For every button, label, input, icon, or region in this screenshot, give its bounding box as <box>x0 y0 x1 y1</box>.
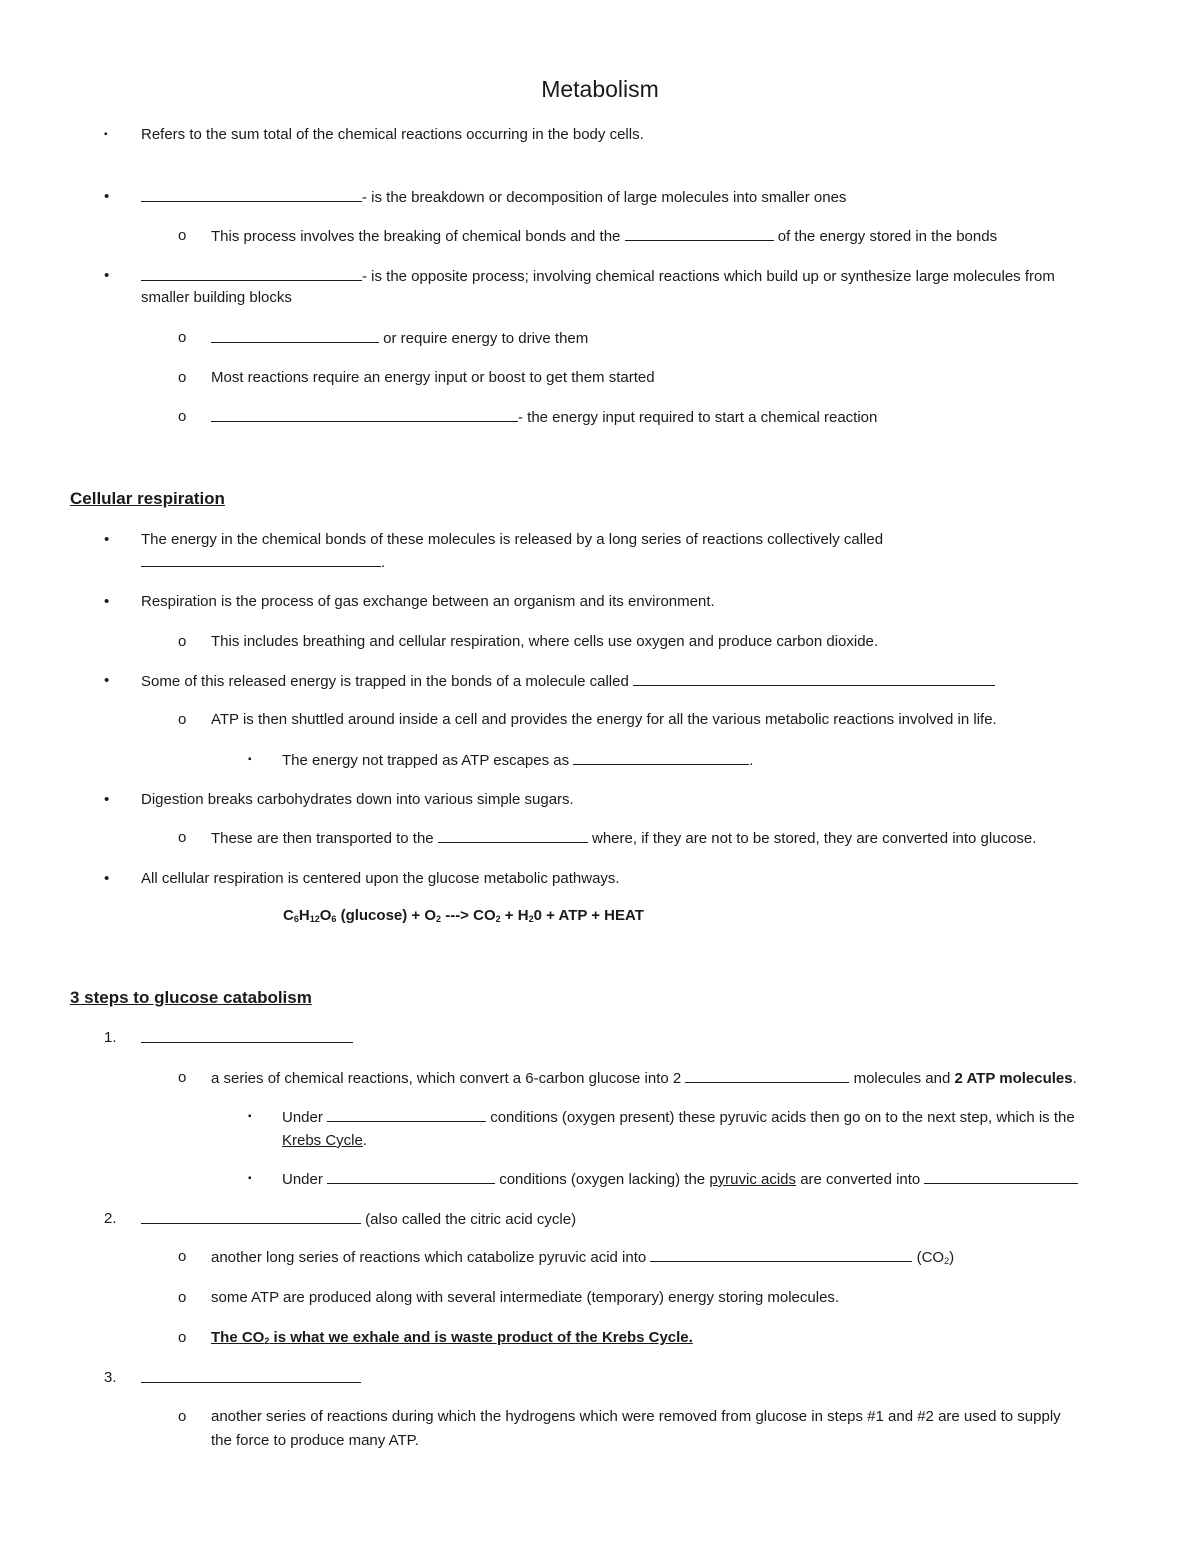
line-text: are converted into <box>800 1171 921 1188</box>
cellular-line-2: Respiration is the process of gas exchange between an organism and its environment. <box>141 593 715 610</box>
line-text: another long series of reactions which catabolize pyruvic acid into <box>211 1249 647 1266</box>
intro-line-5 <box>211 328 588 349</box>
line-sub: 2 <box>944 1256 950 1266</box>
step-3-detail: another series of reactions during which the hydrogens which were removed from glucose in steps #1 and #2 are used to supply <box>211 1408 1061 1425</box>
fill-blank[interactable] <box>141 266 362 281</box>
page-title: Metabolism <box>541 76 659 102</box>
fill-blank[interactable] <box>141 1209 361 1224</box>
list-number: 1. <box>104 1029 117 1046</box>
fill-blank[interactable] <box>211 328 379 343</box>
circle-bullet: o <box>178 1069 187 1086</box>
circle-bullet: o <box>178 329 187 346</box>
intro-line-4b: smaller building blocks <box>141 289 292 306</box>
eq-part: 0 + ATP + HEAT <box>533 907 644 924</box>
eq-part: + H <box>500 907 529 924</box>
line-text: - is the breakdown or decomposition of large molecules into smaller ones <box>362 189 847 206</box>
line-text: . <box>362 1132 368 1149</box>
line-text-underlined: Krebs Cycle <box>282 1132 363 1149</box>
line-text: is what we exhale and is waste product of the Krebs Cycle. <box>269 1329 693 1346</box>
line-text: conditions (oxygen present) these pyruvic acids then go on to the next step, which is the <box>490 1109 1075 1126</box>
line-text: molecules and <box>853 1070 951 1087</box>
line-text: of the energy stored in the bonds <box>777 228 998 245</box>
bullet: • <box>104 791 110 808</box>
fill-blank[interactable] <box>650 1247 912 1262</box>
line-sub: 2 <box>264 1336 270 1346</box>
circle-bullet: o <box>178 711 187 728</box>
bullet: • <box>104 672 110 689</box>
fill-blank[interactable] <box>438 828 588 843</box>
fill-blank[interactable] <box>924 1169 1078 1184</box>
line-text: (CO <box>916 1249 945 1266</box>
square-bullet: ▪ <box>248 1111 252 1122</box>
intro-line-3 <box>211 226 997 247</box>
line-text: or require energy to drive them <box>383 330 589 347</box>
step-2-co2-note <box>211 1328 693 1348</box>
fill-blank[interactable] <box>685 1068 849 1083</box>
list-number: 3. <box>104 1369 117 1386</box>
cellular-line-5: ATP is then shuttled around inside a cell and provides the energy for all the various metabolic reactions involved in life. <box>211 711 997 728</box>
fill-blank[interactable] <box>141 1368 361 1383</box>
line-text: This process involves the breaking of chemical bonds and the <box>211 228 621 245</box>
line-text: . <box>749 752 754 769</box>
circle-bullet: o <box>178 633 187 650</box>
fill-blank[interactable] <box>141 552 381 567</box>
line-text: conditions (oxygen lacking) the <box>499 1171 706 1188</box>
line-text-underlined: pyruvic acids <box>709 1171 797 1188</box>
line-text: . <box>381 554 386 571</box>
cellular-line-1: The energy in the chemical bonds of these molecules is released by a long series of reactions collectively called <box>141 531 884 548</box>
line-text: The energy not trapped as ATP escapes as <box>282 752 570 769</box>
cellular-line-9: All cellular respiration is centered upon the glucose metabolic pathways. <box>141 870 620 887</box>
fill-blank[interactable] <box>141 1028 353 1043</box>
fill-blank[interactable] <box>211 407 518 422</box>
line-text: . <box>1072 1070 1077 1087</box>
line-text: The CO <box>211 1329 265 1346</box>
cellular-line-3: This includes breathing and cellular respiration, where cells use oxygen and produce carbon dioxide. <box>211 633 879 650</box>
eq-part: (glucose) + O <box>336 907 437 924</box>
bullet: • <box>104 593 110 610</box>
eq-part: C <box>283 907 294 924</box>
step-1-line <box>141 1028 353 1049</box>
square-bullet: ▪ <box>248 1173 252 1184</box>
circle-bullet: o <box>178 1329 187 1346</box>
section-heading-cellular-respiration: Cellular respiration <box>70 489 225 508</box>
cellular-line-7: Digestion breaks carbohydrates down into various simple sugars. <box>141 791 574 808</box>
eq-part: ---> CO <box>441 907 496 924</box>
circle-bullet: o <box>178 408 187 425</box>
circle-bullet: o <box>178 227 187 244</box>
step-3-detail-b: the force to produce many ATP. <box>211 1432 419 1449</box>
step-1-aerobic <box>282 1107 1075 1128</box>
intro-line-6: Most reactions require an energy input or boost to get them started <box>211 369 655 386</box>
cellular-line-6 <box>282 750 753 771</box>
intro-line-7 <box>211 407 877 428</box>
circle-bullet: o <box>178 829 187 846</box>
eq-sub: 2 <box>528 914 534 924</box>
bullet: • <box>104 267 110 284</box>
eq-sub: 2 <box>436 914 442 924</box>
line-text: - the energy input required to start a chemical reaction <box>518 409 878 426</box>
eq-part: O <box>319 907 332 924</box>
eq-sub: 6 <box>293 914 299 924</box>
intro-line-4 <box>141 266 1055 287</box>
line-text: Some of this released energy is trapped in the bonds of a molecule called <box>141 673 629 690</box>
fill-blank[interactable] <box>573 750 749 765</box>
step-2-line <box>141 1209 576 1230</box>
line-text: These are then transported to the <box>211 830 434 847</box>
line-text-bold: 2 ATP molecules <box>954 1070 1073 1087</box>
eq-sub: 12 <box>309 914 320 924</box>
line-text: where, if they are not to be stored, they are converted into glucose. <box>592 830 1037 847</box>
circle-bullet: o <box>178 1289 187 1306</box>
square-bullet: ▪ <box>248 754 252 765</box>
line-text: - is the opposite process; involving chemical reactions which build up or synthesize large molecules from <box>362 268 1055 285</box>
bullet: • <box>104 870 110 887</box>
line-text: a series of chemical reactions, which convert a 6-carbon glucose into 2 <box>211 1070 682 1087</box>
circle-bullet: o <box>178 369 187 386</box>
fill-blank[interactable] <box>327 1107 486 1122</box>
step-3-line <box>141 1368 361 1389</box>
line-text: Under <box>282 1171 323 1188</box>
list-number: 2. <box>104 1210 117 1227</box>
intro-line-1: Refers to the sum total of the chemical reactions occurring in the body cells. <box>141 126 644 143</box>
circle-bullet: o <box>178 1248 187 1265</box>
cellular-line-4 <box>141 671 995 692</box>
step-1-detail <box>211 1068 1077 1089</box>
fill-blank[interactable] <box>327 1169 495 1184</box>
eq-sub: 2 <box>495 914 501 924</box>
line-text: Under <box>282 1109 323 1126</box>
fill-blank[interactable] <box>625 226 774 241</box>
bullet: • <box>104 531 110 548</box>
eq-sub: 6 <box>331 914 337 924</box>
glucose-equation <box>283 906 644 926</box>
intro-line-2 <box>141 187 846 208</box>
fill-blank[interactable] <box>633 671 995 686</box>
fill-blank[interactable] <box>141 187 362 202</box>
step-1-anaerobic <box>282 1169 1078 1190</box>
step-2-atp: some ATP are produced along with several intermediate (temporary) energy storing molecules. <box>211 1289 840 1306</box>
section-heading-glucose-catabolism: 3 steps to glucose catabolism <box>70 988 312 1007</box>
step-2-detail <box>211 1247 954 1268</box>
line-text: (also called the citric acid cycle) <box>365 1211 577 1228</box>
eq-part: H <box>298 907 310 924</box>
step-1-aerobic-b <box>282 1131 367 1151</box>
bullet: • <box>104 188 110 205</box>
line-text: ) <box>949 1249 955 1266</box>
circle-bullet: o <box>178 1408 187 1425</box>
cellular-line-1b <box>141 552 385 573</box>
square-bullet: ▪ <box>104 129 108 140</box>
cellular-line-8 <box>211 828 1036 849</box>
